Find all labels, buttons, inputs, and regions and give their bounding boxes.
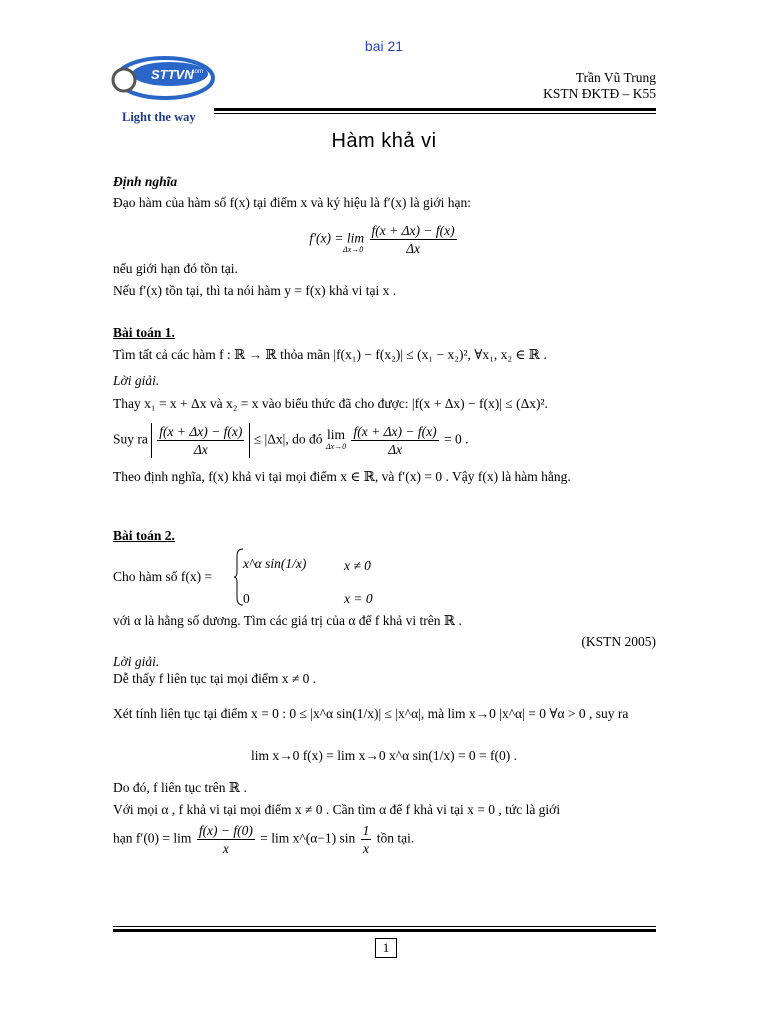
step2-numerator2: f(x + Δx) − f(x)	[353, 424, 437, 439]
step6-fraction	[197, 822, 255, 857]
problem1-statement: Tìm tất cả các hàm f : ℝ → ℝ thỏa mãn |f(x₁) − f(x₂)| ≤ (x₁ − x₂)², ∀x₁, x₂ ∈ ℝ .	[113, 347, 547, 362]
problem2-source: (KSTN 2005)	[581, 634, 656, 649]
author-block	[543, 70, 656, 102]
problem2-statement: với α là hằng số dương. Tìm các giá trị của α để f khả vi trên ℝ .	[113, 613, 462, 628]
document-label: bai 21	[364, 38, 404, 54]
problem1-step3: Theo định nghĩa, f(x) khả vi tại mọi điểm x ∈ ℝ, và f′(x) = 0 . Vậy f(x) là hàm hằng.	[113, 469, 571, 484]
definition-heading: Định nghĩa	[113, 174, 178, 189]
case2-expression: 0	[243, 591, 250, 606]
step6-denominator: x	[222, 841, 229, 856]
problem2-heading: Bài toán 2.	[113, 528, 175, 543]
problem2-intro: Cho hàm số f(x) =	[113, 569, 213, 584]
svg-text:STTVN: STTVN	[151, 67, 194, 82]
formula-numerator: f(x + Δx) − f(x)	[371, 223, 455, 238]
step2-lim-word: lim	[326, 426, 345, 442]
step2-prefix: Suy ra	[113, 431, 148, 447]
svg-text:.com: .com	[190, 69, 204, 75]
problem1-solution-label: Lời giải.	[113, 373, 160, 388]
footer-rule	[113, 929, 656, 932]
page-title: Hàm khả vi	[331, 130, 437, 152]
problem2-step4: Do đó, f liên tục trên ℝ .	[113, 780, 247, 795]
step2-denominator2: Δx	[388, 442, 402, 457]
step2-numerator: f(x + Δx) − f(x)	[159, 424, 243, 439]
logo-tagline: Light the way	[122, 110, 196, 124]
page-number: 1	[375, 938, 397, 958]
definition-line1: Đạo hàm của hàm số f(x) tại điểm x và ký hiệu là f′(x) là giới hạn:	[113, 195, 471, 210]
problem2-solution-label: Lời giải.	[113, 654, 160, 669]
problem2-step5: Với mọi α , f khả vi tại mọi điểm x ≠ 0 . Cần tìm α để f khả vi tại x = 0 , tức là giới	[113, 802, 561, 817]
case1-expression: x^α sin(1/x)	[243, 556, 307, 571]
formula-lim-subscript: Δx→0	[343, 245, 364, 254]
problem1-step2	[113, 423, 468, 458]
case2-condition: x = 0	[344, 591, 373, 606]
formula-denominator: Δx	[406, 241, 421, 256]
step2-end: = 0 .	[443, 431, 469, 447]
step2-fraction2	[351, 423, 438, 458]
formula-lhs: f′(x) = lim	[309, 230, 365, 246]
problem2-step3: lim x→0 f(x) = lim x→0 x^α sin(1/x) = 0 = f(0) .	[250, 748, 518, 763]
formula-fraction	[370, 222, 457, 257]
step6-numerator: f(x) − f(0)	[198, 823, 253, 838]
author-name: Trần Vũ Trung	[575, 70, 656, 85]
step2-lim-sub: Δx→0	[325, 441, 347, 451]
author-class: KSTN ĐKTĐ – K55	[543, 86, 656, 101]
step6-inner-fraction: $\frac{1}{x}$	[362, 823, 370, 856]
step6-middle: = lim x^(α−1) sin	[260, 830, 356, 846]
header-rule	[214, 108, 656, 111]
problem2-step2: Xét tính liên tục tại điểm x = 0 : 0 ≤ |x^α sin(1/x)| ≤ |x^α|, mà lim x→0 |x^α| = 0 ∀α > 0 , suy ra	[113, 706, 629, 721]
problem2-step1: Dễ thấy f liên tục tại mọi điểm x ≠ 0 .	[113, 671, 317, 686]
definition-line3: Nếu f′(x) tồn tại, thì ta nói hàm y = f(x) khả vi tại x .	[113, 283, 397, 298]
step2-denominator: Δx	[193, 442, 208, 457]
step2-middle: ≤ |Δx|, do đó	[253, 431, 323, 447]
case1-condition: x ≠ 0	[344, 558, 371, 573]
header-rule-thin	[214, 113, 656, 114]
step6-prefix: hạn f′(0) = lim	[113, 830, 192, 846]
problem1-step1: Thay x₁ = x + Δx và x₂ = x vào biểu thức đã cho được: |f(x + Δx) − f(x)| ≤ (Δx)².	[113, 396, 548, 411]
problem2-step6	[113, 822, 414, 857]
step6-end: tồn tại.	[376, 830, 415, 846]
derivative-formula	[0, 222, 768, 257]
problem1-heading: Bài toán 1.	[113, 325, 175, 340]
definition-line2: nếu giới hạn đó tồn tại.	[113, 261, 238, 276]
footer-rule-thin	[113, 926, 656, 927]
step2-abs-fraction	[151, 423, 250, 458]
step2-limit	[325, 426, 347, 453]
